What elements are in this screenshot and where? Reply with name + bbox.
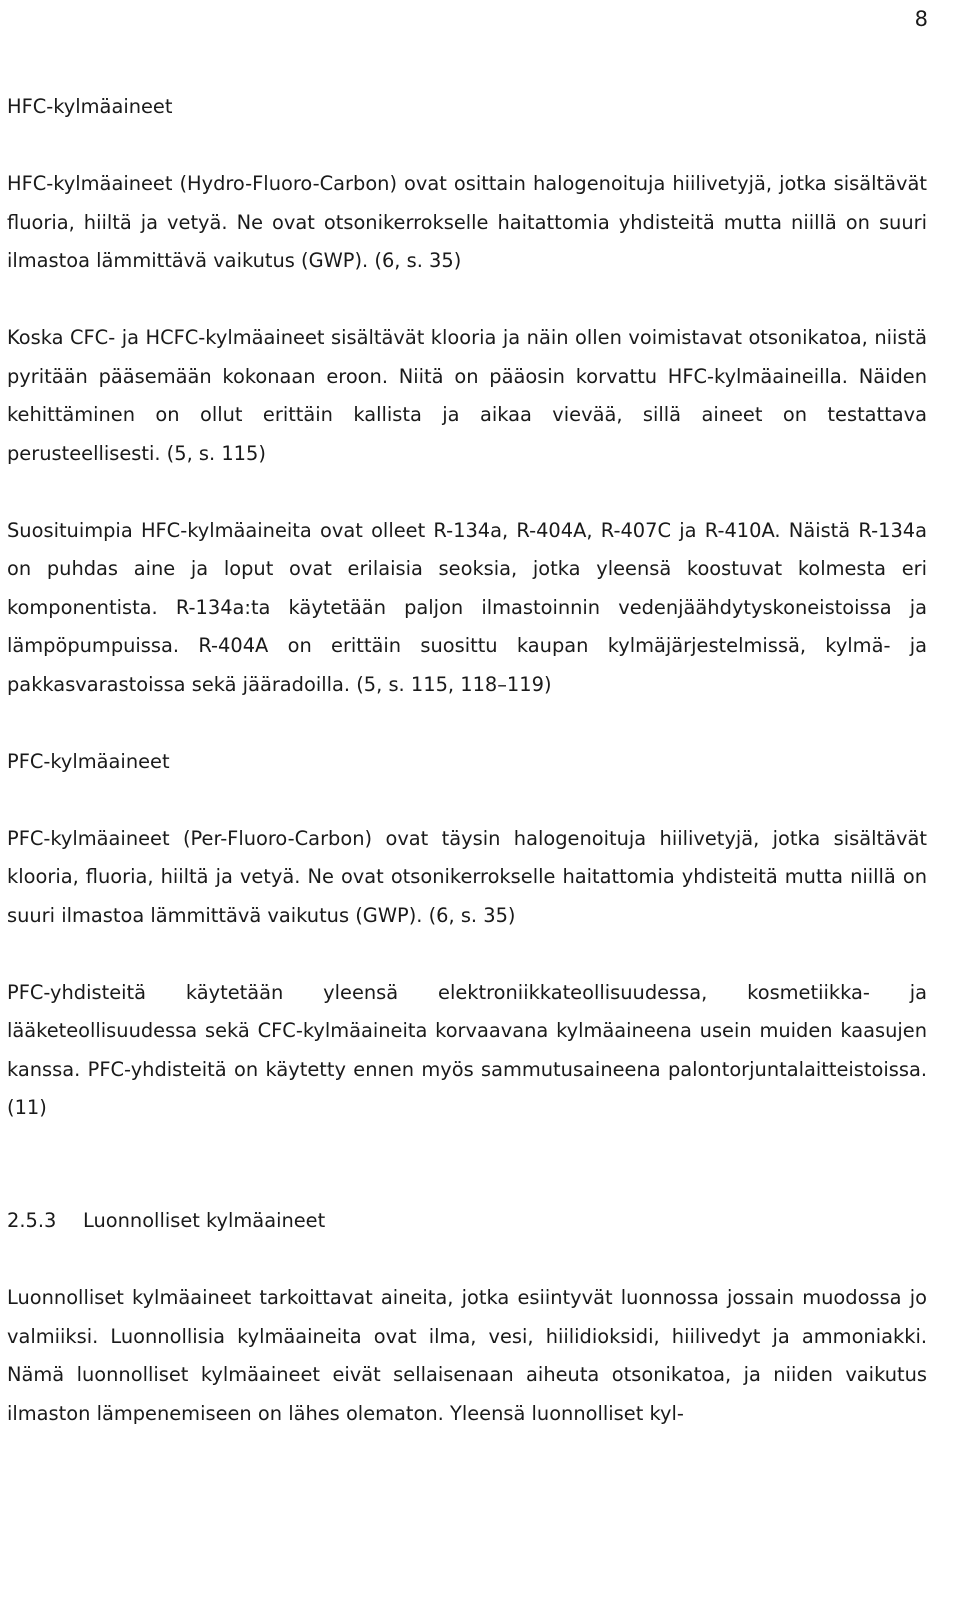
paragraph-pfc-uses: PFC-yhdisteitä käytetään yleensä elektroniikkateollisuudessa, kosmetiikka- ja lääketeollisuudessa sekä CFC-kylmäaineita korvaavana kylmäaineena usein muiden kaasujen kanssa. PFC-yhdisteitä on käytetty ennen myös sammutusaineena palontorjuntalaitteistoissa. (11) <box>7 980 927 1119</box>
paragraph-pfc-definition: PFC-kylmäaineet (Per-Fluoro-Carbon) ovat täysin halogenoituja hiilivetyjä, jotka sisältävät klooria, fluoria, hiiltä ja vetyä. Ne ovat otsonikerrokselle haitattomia yhdisteitä mutta niillä on suuri ilmastoa lämmittävä vaikutus (GWP). (6, s. 35) <box>7 826 927 927</box>
section-heading-natural-refrigerants <box>7 1202 927 1241</box>
paragraph-popular-hfc: Suosituimpia HFC-kylmäaineita ovat olleet R-134a, R-404A, R-407C ja R-410A. Näistä R-134a on puhdas aine ja loput ovat erilaisia seoksia, jotka yleensä koostuvat kolmesta eri komponentista. R-134a:ta käytetään paljon ilmastoinnin vedenjäähdytyskoneistoissa ja lämpöpumpuissa. R-404A on erittäin suosittu kaupan kylmäjärjestelmissä, kylmä- ja pakkasvarastoissa sekä jääradoilla. (5, s. 115, 118–119) <box>7 518 927 696</box>
heading-pfc: PFC-kylmäaineet <box>7 749 170 773</box>
paragraph-cfc-replacement: Koska CFC- ja HCFC-kylmäaineet sisältävät klooria ja näin ollen voimistavat otsonikatoa, niistä pyritään pääsemään kokonaan eroon. Niitä on pääosin korvattu HFC-kylmäaineilla. Näiden kehittäminen on ollut erittäin kallista ja aikaa vievää, sillä aineet on testattava perusteellisesti. (5, s. 115) <box>7 326 927 465</box>
page-number: 8 <box>914 7 928 31</box>
section-title: Luonnolliset kylmäaineet <box>83 1209 326 1232</box>
paragraph-natural-refrigerants: Luonnolliset kylmäaineet tarkoittavat aineita, jotka esiintyvät luonnossa jossain muodossa jo valmiiksi. Luonnollisia kylmäaineita ovat ilma, vesi, hiilidioksidi, hiilivedyt ja ammoniakki. Nämä luonnolliset kylmäaineet eivät sellaisenaan aiheuta otsonikatoa, ja niiden vaikutus ilmaston lämpenemiseen on lähes olematon. Yleensä luonnolliset kyl- <box>7 1286 927 1425</box>
section-number: 2.5.3 <box>7 1209 57 1232</box>
paragraph-hfc-definition: HFC-kylmäaineet (Hydro-Fluoro-Carbon) ovat osittain halogenoituja hiilivetyjä, jotka sisältävät fluoria, hiiltä ja vetyä. Ne ovat otsonikerrokselle haitattomia yhdisteitä mutta niillä on suuri ilmastoa lämmittävä vaikutus (GWP). (6, s. 35) <box>7 172 927 272</box>
document-body <box>7 88 927 1433</box>
heading-hfc: HFC-kylmäaineet <box>7 95 173 118</box>
